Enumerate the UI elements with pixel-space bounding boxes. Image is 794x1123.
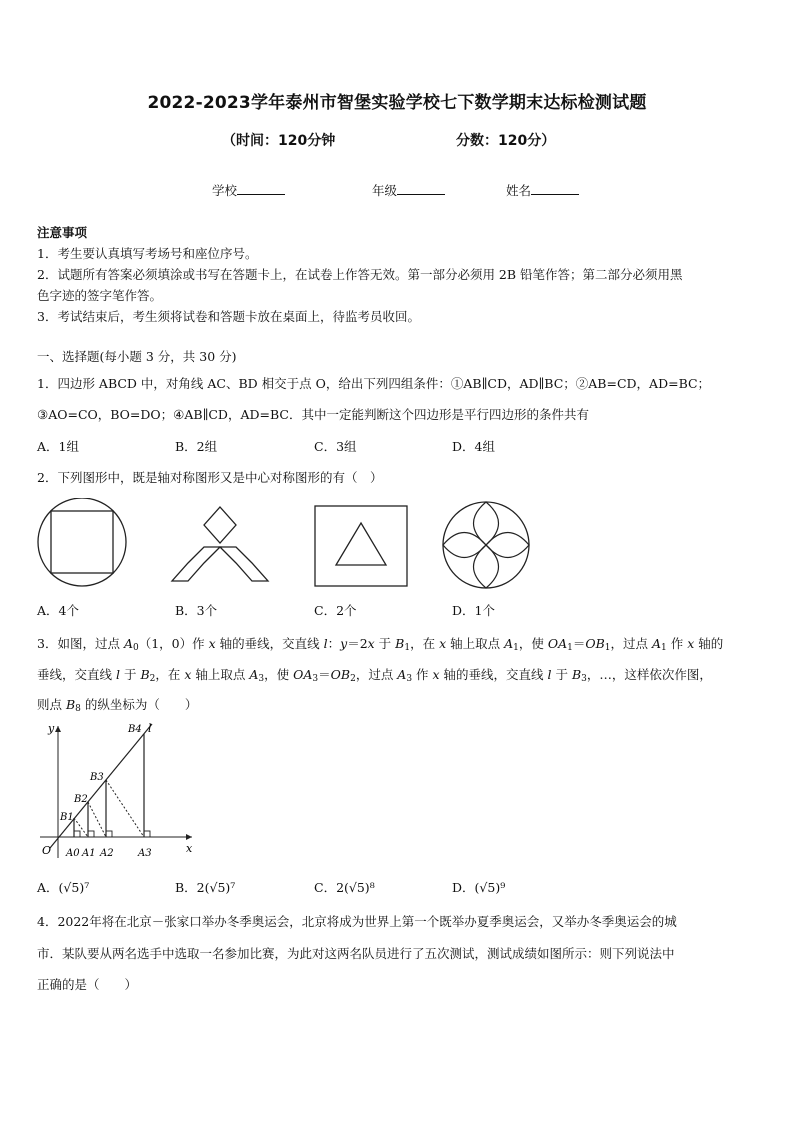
figure-circle-petals: [439, 500, 533, 590]
question-4-text: 正确的是（ ）: [37, 977, 138, 992]
label-B2: B2: [74, 794, 88, 805]
figure-square-triangle: [314, 505, 408, 587]
q3-option-b[interactable]: B．2(√5)⁷: [175, 880, 236, 895]
q2-option-d[interactable]: D．1个: [452, 603, 495, 618]
q1-option-d[interactable]: D．4组: [452, 439, 495, 454]
question-3-line-2: 垂线，交直线 l 于 $B_2$，在 x 轴上取点 $A_3$，使 $OA_3=OB_2$，过点 $A_3$ 作 x 轴的垂线，交直线 l 于 $B_3$，…，这样依次作图，: [37, 667, 712, 684]
question-2-text: 2．下列图形中，既是轴对称图形又是中心对称图形的有（ ）: [37, 470, 383, 485]
grade-field[interactable]: [372, 181, 445, 199]
name-field[interactable]: [506, 181, 579, 199]
label-B3: B3: [90, 772, 104, 783]
label-l: l: [148, 722, 152, 735]
q2-option-a[interactable]: A．4个: [37, 603, 79, 618]
label-y: y: [48, 722, 55, 735]
q1-option-b[interactable]: B．2组: [175, 439, 218, 454]
exam-score: 分数：120分）: [456, 133, 556, 149]
notice-item: 3．考试结束后，考生须将试卷和答题卡放在桌面上，待监考员收回。: [37, 309, 420, 324]
question-3-line-1: 3．如图，过点 $A_0(1$，0）作 x 轴的垂线，交直线 l：y＝2x 于 $B_1$，在 x 轴上取点 $A_1$，使 $OA_1=OB_1$，过点 $A_1$ 作 x 轴的: [37, 636, 724, 653]
label-B4: B4: [128, 724, 142, 735]
figure-three-rhombus: [170, 505, 270, 585]
notice-heading: 注意事项: [37, 225, 88, 240]
page-title: 2022-2023学年泰州市智堡实验学校七下数学期末达标检测试题: [147, 93, 647, 113]
label-A0: A0: [66, 848, 80, 859]
notice-item: 2．试题所有答案必须填涂或书写在答题卡上，在试卷上作答无效。第一部分必须用 2B 铅笔作答；第二部分必须用黑: [37, 267, 683, 282]
label-A2: A2: [100, 848, 114, 859]
q1-option-c[interactable]: C．3组: [314, 439, 357, 454]
label-A1: A1: [82, 848, 96, 859]
notice-item: 1．考生要认真填写考场号和座位序号。: [37, 246, 258, 261]
figure-coordinate-construction: [36, 718, 198, 863]
grade-label: 年级: [372, 183, 398, 198]
q3-option-d[interactable]: D．(√5)⁹: [452, 880, 506, 895]
label-O: O: [42, 844, 52, 857]
school-label: 学校: [212, 183, 238, 198]
label-A3: A3: [138, 848, 152, 859]
label-B1: B1: [60, 812, 74, 823]
question-4-text: 4．2022年将在北京－张家口举办冬季奥运会，北京将成为世界上第一个既举办夏季奥运会，又举办冬季奥运会的城: [37, 914, 677, 929]
question-1-text: 1．四边形 ABCD 中，对角线 AC、BD 相交于点 O，给出下列四组条件：①AB∥CD，AD∥BC；②AB=CD，AD=BC；: [37, 376, 711, 391]
q2-option-b[interactable]: B．3个: [175, 603, 218, 618]
figure-circle-square: [36, 498, 130, 588]
name-label: 姓名: [506, 183, 532, 198]
exam-time: （时间：120分钟: [222, 133, 336, 149]
question-4-text: 市．某队要从两名选手中选取一名参加比赛，为此对这两名队员进行了五次测试，测试成绩如图所示：则下列说法中: [37, 946, 675, 961]
question-3-line-3: 则点 $B_8$ 的纵坐标为（ ）: [37, 697, 198, 714]
question-1-text: ③AO=CO，BO=DO；④AB∥CD，AD=BC．其中一定能判断这个四边形是平行四边形的条件共有: [37, 407, 589, 422]
q1-option-a[interactable]: A．1组: [37, 439, 79, 454]
notice-item: 色字迹的签字笔作答。: [37, 288, 163, 303]
label-x: x: [186, 842, 193, 855]
school-field[interactable]: [212, 181, 285, 199]
section-heading: 一、选择题(每小题 3 分，共 30 分): [37, 349, 237, 364]
q2-option-c[interactable]: C．2个: [314, 603, 357, 618]
q3-option-c[interactable]: C．2(√5)⁸: [314, 880, 375, 895]
q3-option-a[interactable]: A．(√5)⁷: [37, 880, 90, 895]
